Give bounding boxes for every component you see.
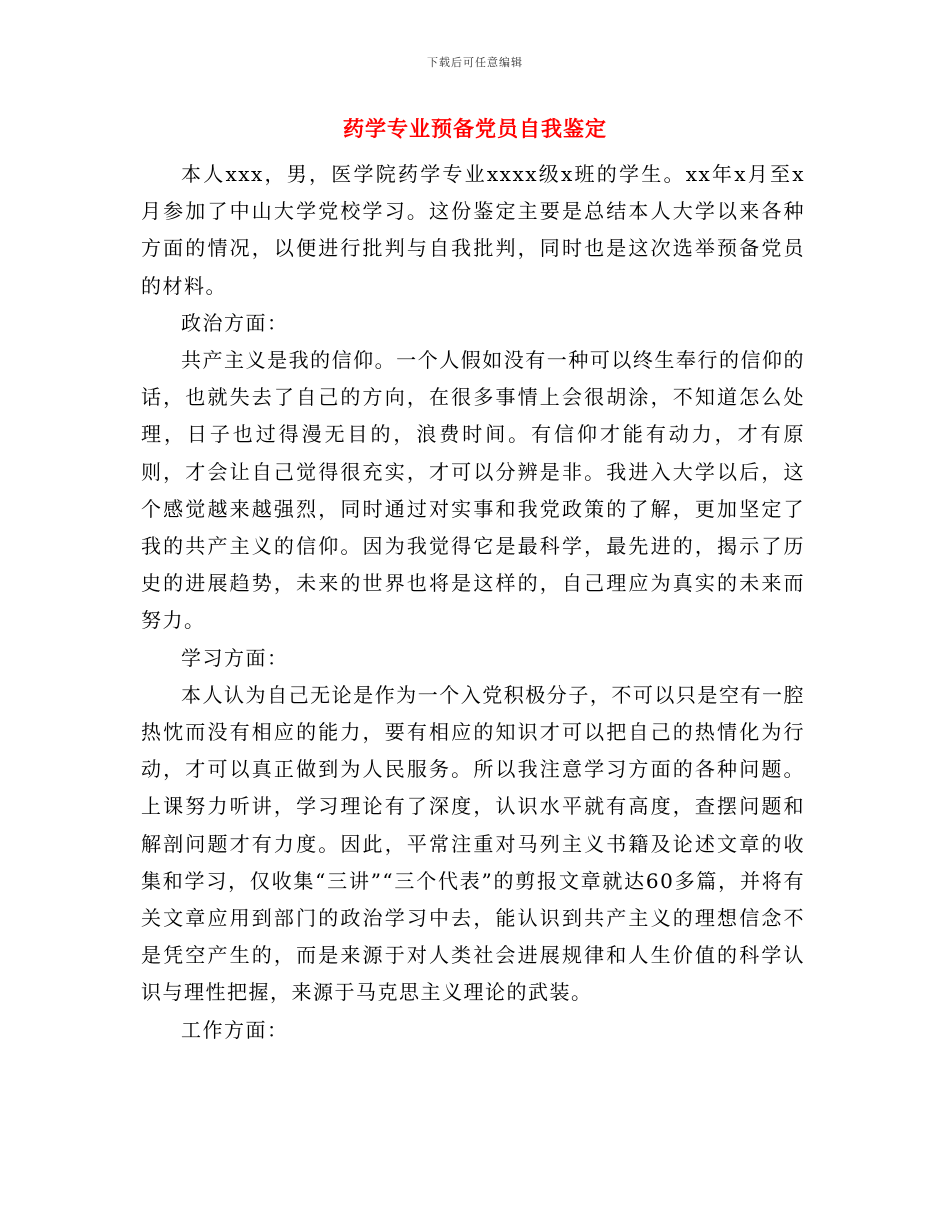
paragraph-intro: 本人xxx，男，医学院药学专业xxxx级x班的学生。xx年x月至x月参加了中山大学党校学习。这份鉴定主要是总结本人大学以来各种方面的情况，以便进行批判与自我批判，同时也是这次选举预备党员的材料。 [141, 162, 805, 298]
paragraph-politics: 共产主义是我的信仰。一个人假如没有一种可以终生奉行的信仰的话，也就失去了自己的方向，在很多事情上会很胡涂，不知道怎么处理，日子也过得漫无目的，浪费时间。有信仰才能有动力，才有原则，才会让自己觉得很充实，才可以分辨是非。我进入大学以后，这个感觉越来越强烈，同时通过对实事和我党政策的了解，更加坚定了我的共产主义的信仰。因为我觉得它是最科学，最先进的，揭示了历史的进展趋势，未来的世界也将是这样的，自己理应为真实的未来而努力。 [141, 348, 805, 633]
section-heading-politics: 政治方面： [181, 310, 289, 335]
section-heading-study: 学习方面： [181, 645, 289, 670]
document-body [141, 156, 805, 1049]
section-heading-work: 工作方面： [181, 1017, 289, 1042]
document-title: 药学专业预备党员自我鉴定 [343, 117, 607, 141]
header-note: 下载后可任意编辑 [427, 56, 523, 69]
paragraph-study: 本人认为自己无论是作为一个入党积极分子，不可以只是空有一腔热忱而没有相应的能力，要有相应的知识才可以把自己的热情化为行动，才可以真正做到为人民服务。所以我注意学习方面的各种问题。上课努力听讲，学习理论有了深度，认识水平就有高度，查摆问题和解剖问题才有力度。因此，平常注重对马列主义书籍及论述文章的收集和学习，仅收集“三讲”“三个代表”的剪报文章就达60多篇，并将有关文章应用到部门的政治学习中去，能认识到共产主义的理想信念不是凭空产生的，而是来源于对人类社会进展规律和人生价值的科学认识与理性把握，来源于马克思主义理论的武装。 [141, 682, 805, 1005]
